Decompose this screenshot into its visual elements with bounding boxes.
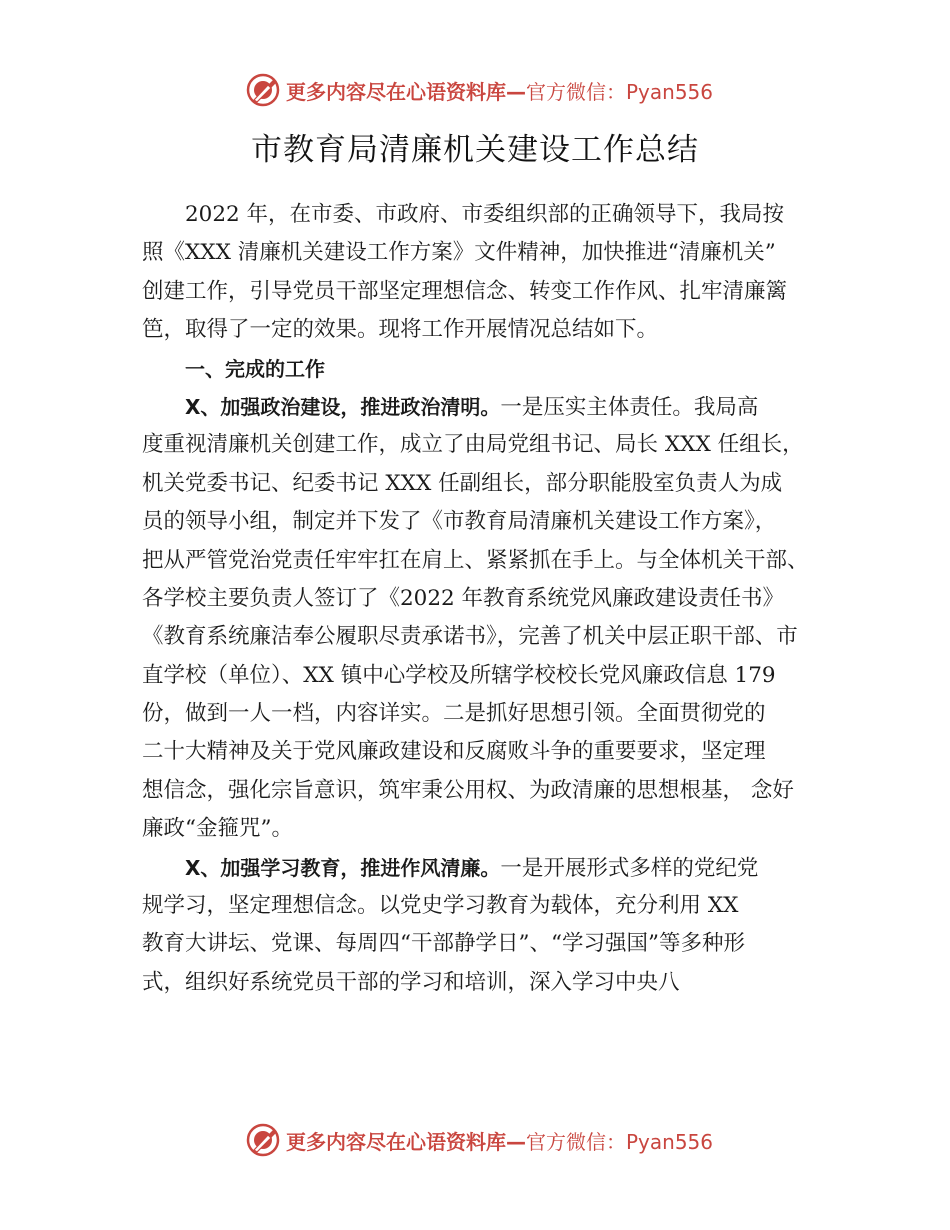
paragraph-lead: X、加强政治建设，推进政治清明。 — [185, 394, 501, 419]
watermark-text: 更多内容尽在心语资料库—官方微信：Pyan556 — [286, 79, 714, 104]
paragraph-line: 教育大讲坛、党课、每周四“干部静学日”、“学习强国”等多种形 — [142, 931, 745, 957]
paragraph-line: 规学习，坚定理想信念。以党史学习教育为载体，充分利用 XX — [142, 893, 739, 919]
paragraph-line: 机关党委书记、纪委书记 XXX 任副组长，部分职能股室负责人为成 — [142, 470, 783, 496]
paragraph-line: 各学校主要负责人签订了《2022 年教育系统党风廉政建设责任书》 — [142, 585, 785, 611]
paragraph-line: 廉政“金箍咒”。 — [142, 816, 293, 842]
paragraph-line: X、加强政治建设，推进政治清明。一是压实主体责任。我局高 — [185, 394, 759, 420]
paragraph-line: 直学校（单位）、XX 镇中心学校及所辖学校校长党风廉政信息 179 — [142, 662, 776, 688]
watermark-banner-bottom — [0, 1118, 950, 1162]
intro-line: 笆，取得了一定的效果。现将工作开展情况总结如下。 — [142, 317, 659, 343]
paragraph-line: 二十大精神及关于党风廉政建设和反腐败斗争的重要要求，坚定理 — [142, 739, 766, 765]
watermark-text: 更多内容尽在心语资料库—官方微信：Pyan556 — [286, 1129, 714, 1154]
document-body — [142, 196, 822, 1002]
paragraph-line: 《教育系统廉洁奉公履职尽责承诺书》，完善了机关中层正职干部、市 — [142, 624, 798, 650]
section-heading: 一、完成的工作 — [185, 356, 325, 381]
paragraph-line: 式，组织好系统党员干部的学习和培训，深入学习中央八 — [142, 969, 680, 995]
watermark-banner-top — [0, 68, 950, 112]
paragraph-lead: X、加强学习教育，推进作风清廉。 — [185, 855, 501, 880]
paragraph-line: 想信念，强化宗旨意识，筑牢秉公用权、为政清廉的思想根基， 念好 — [142, 777, 794, 803]
paragraph-line: 度重视清廉机关创建工作，成立了由局党组书记、局长 XXX 任组长， — [142, 432, 804, 458]
pen-nib-logo-icon — [246, 1123, 280, 1157]
intro-line: 照《XXX 清廉机关建设工作方案》文件精神，加快推进“清廉机关” — [142, 240, 776, 266]
intro-line: 创建工作，引导党员干部坚定理想信念、转变工作作风、扎牢清廉篱 — [142, 278, 788, 304]
document-title: 市教育局清廉机关建设工作总结 — [251, 132, 699, 168]
paragraph-line: X、加强学习教育，推进作风清廉。一是开展形式多样的党纪党 — [185, 855, 759, 881]
intro-line: 2022 年，在市委、市政府、市委组织部的正确领导下，我局按 — [185, 202, 785, 227]
paragraph-line: 员的领导小组，制定并下发了《市教育局清廉机关建设工作方案》， — [142, 509, 777, 535]
paragraph-line: 份，做到一人一档，内容详实。二是抓好思想引领。全面贯彻党的 — [142, 701, 766, 727]
paragraph-line: 把从严管党治党责任牢牢扛在肩上、紧紧抓在手上。与全体机关干部、 — [142, 547, 809, 573]
pen-nib-logo-icon — [246, 73, 280, 107]
